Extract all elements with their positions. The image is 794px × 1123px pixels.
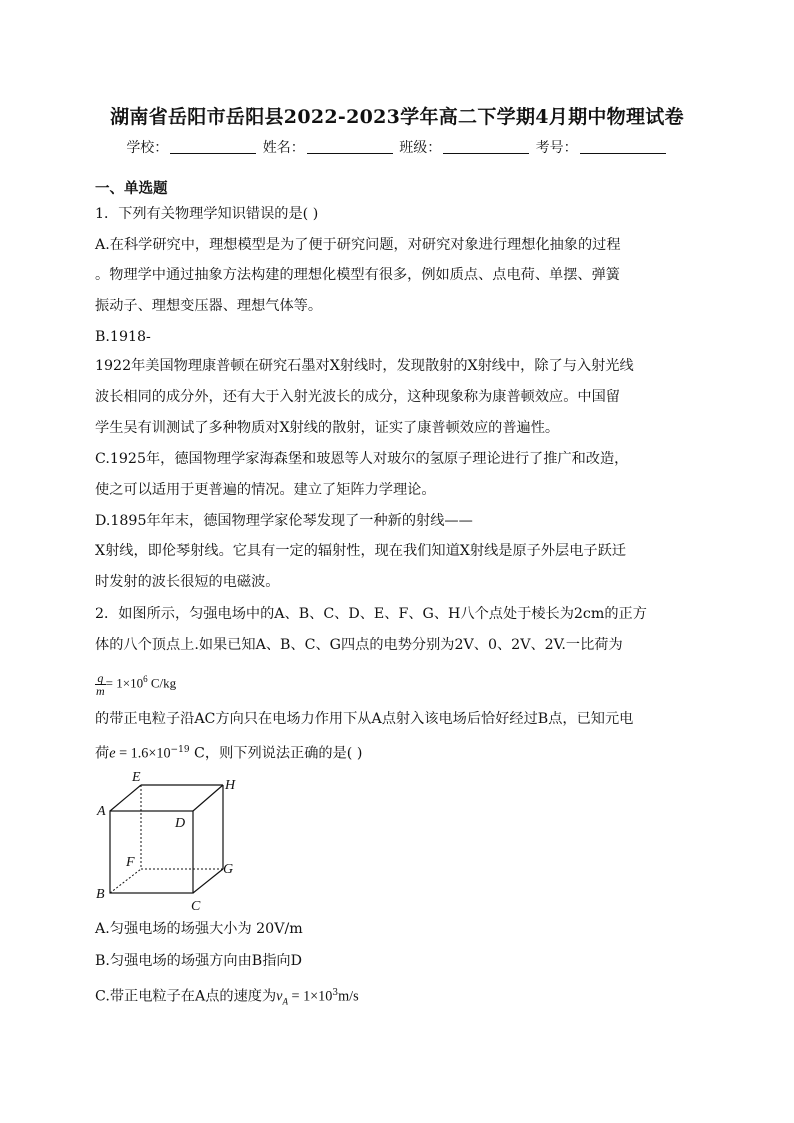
q2-line5: 荷$e = 1.6\times 10^{-19}$ C，则下列说法正确的是( ) [95, 745, 363, 762]
q1-option-d-line2: X射线，即伦琴射线。它具有一定的辐射性，现在我们知道X射线是原子外层电子跃迁 [95, 543, 626, 559]
class-label: 班级： [399, 140, 442, 156]
name-blank[interactable] [307, 139, 393, 154]
q2-option-a: A.匀强电场的场强大小为 20V/m [95, 921, 303, 937]
edge-CG [193, 869, 223, 893]
q1-option-d-line1: D.1895年年末，德国物理学家伦琴发现了一种新的射线—— [95, 513, 473, 529]
label-F: F [126, 855, 135, 870]
q1-option-c-line1: C.1925年，德国物理学家海森堡和玻恩等人对玻尔的氢原子理论进行了推广和改造， [95, 451, 629, 467]
q2-line1: 2．如图所示，匀强电场中的A、B、C、D、E、F、G、H八个点处于棱长为2cm的正方 [95, 606, 647, 622]
label-E: E [132, 770, 141, 785]
q1-option-a-line1: A.在科学研究中，理想模型是为了便于研究问题，对研究对象进行理想化抽象的过程 [95, 237, 621, 253]
ratio-fraction: $\frac{q}{m}$ [96, 670, 105, 698]
q2-option-b: B.匀强电场的场强方向由B指向D [95, 953, 302, 969]
label-D: D [175, 816, 186, 831]
q1-option-b-line3: 波长相同的成分外，还有大于入射光波长的成分，这种现象称为康普顿效应。中国留 [95, 389, 620, 405]
label-A: A [97, 804, 106, 819]
q1-option-a-line2: 。物理学中通过抽象方法构建的理想化模型有很多，例如质点、点电荷、单摆、弹簧 [95, 267, 620, 283]
label-C: C [191, 899, 201, 914]
number-label: 考号： [535, 140, 578, 156]
label-H: H [225, 778, 236, 793]
school-label: 学校： [126, 140, 169, 156]
page-title: 湖南省岳阳市岳阳县2022-2023学年高二下学期4月期中物理试卷 [110, 106, 684, 128]
q2-charge-ratio: $\frac{q}{m}$ = $1\times 10^6$ C/kg [96, 670, 177, 698]
student-info-row [0, 137, 794, 157]
q1-option-d-line3: 时发射的波长很短的电磁波。 [95, 574, 280, 590]
q1-option-b-line1: B.1918- [95, 329, 151, 345]
q1-option-a-line3: 振动子、理想变压器、理想气体等。 [95, 298, 323, 314]
label-G: G [223, 862, 234, 877]
class-blank[interactable] [443, 139, 529, 154]
edge-DH [193, 785, 223, 811]
q2-option-c: C.带正电粒子在A点的速度为$v_A = 1\times 10^3m/s$ [95, 988, 359, 1007]
section-heading: 一、单选题 [95, 180, 168, 197]
cube-diagram [90, 765, 250, 915]
q2-line2: 体的八个顶点上.如果已知A、B、C、G四点的电势分别为2V、0、2V、2V.一比荷为 [95, 637, 623, 653]
q1-stem: 1．下列有关物理学知识错误的是( ) [95, 206, 319, 222]
edge-AE [110, 785, 141, 811]
q1-option-b-line2: 1922年美国物理康普顿在研究石墨对X射线时，发现散射的X射线中，除了与入射光线 [95, 358, 634, 374]
name-label: 姓名： [262, 140, 305, 156]
school-blank[interactable] [170, 139, 256, 154]
q1-option-c-line2: 使之可以适用于更普遍的情况。建立了矩阵力学理论。 [95, 482, 436, 498]
q2-line4: 的带正电粒子沿AC方向只在电场力作用下从A点射入该电场后恰好经过B点，已知元电 [95, 711, 634, 727]
label-B: B [96, 887, 105, 902]
q1-option-b-line4: 学生吴有训测试了多种物质对X射线的散射，证实了康普顿效应的普遍性。 [95, 420, 560, 436]
edge-BF [110, 869, 141, 893]
number-blank[interactable] [580, 139, 666, 154]
